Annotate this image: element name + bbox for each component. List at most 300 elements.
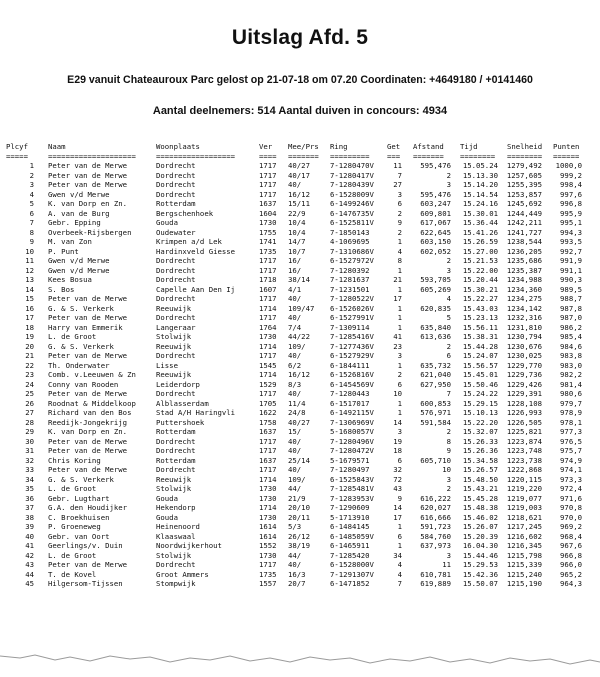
distance-cell: 637,973 <box>420 541 451 550</box>
distance-cell: 635,732 <box>420 360 451 370</box>
torn-page-edge <box>0 652 600 677</box>
distance-cell: 616,666 <box>420 512 451 522</box>
points-cell: 993,5 <box>560 237 582 246</box>
table-row <box>0 351 600 361</box>
speed-cell: 1253,857 <box>506 189 542 199</box>
place-cell: 7 <box>29 218 34 227</box>
name-cell: Geerlings/v. Duin <box>48 541 123 550</box>
club-cell: 1730 <box>259 550 277 560</box>
underline-cell: ====== <box>553 151 580 161</box>
table-row <box>0 294 600 304</box>
speed-cell: 1228,108 <box>506 398 542 408</box>
table-row <box>0 199 600 209</box>
points-cell: 967,6 <box>560 541 582 550</box>
distance-cell: 2 <box>446 484 451 493</box>
speed-cell: 1241,727 <box>506 227 542 237</box>
underline-cell: ========= <box>330 151 370 161</box>
time-cell: 15.26.07 <box>462 522 498 531</box>
entries-cell: 24/8 <box>288 408 306 417</box>
club-cell: 1545 <box>259 360 277 370</box>
speed-cell: 1229,770 <box>506 360 542 370</box>
points-cell: 974,1 <box>560 465 582 474</box>
marked-cell: 9 <box>397 218 402 227</box>
name-cell: Peter van de Merwe <box>48 389 128 398</box>
underline-cell: ======= <box>413 151 444 161</box>
name-cell: S. Bos <box>48 284 75 294</box>
entries-cell: 44/ <box>288 550 302 560</box>
speed-cell: 1215,240 <box>506 569 542 579</box>
name-cell: G.A. den Houdijker <box>48 503 128 512</box>
marked-cell: 18 <box>393 446 402 455</box>
city-cell: Lisse <box>156 360 178 370</box>
city-cell: Gouda <box>156 512 178 522</box>
table-row <box>0 418 600 428</box>
time-cell: 15.05.24 <box>462 161 498 170</box>
name-cell: Harry van Emmerik <box>48 322 123 332</box>
place-cell: 1 <box>29 161 34 170</box>
entries-cell: 20/11 <box>288 512 310 522</box>
table-row <box>0 560 600 570</box>
place-cell: 16 <box>25 303 34 313</box>
header-cell: Snelheid <box>507 142 543 151</box>
points-cell: 981,4 <box>560 379 582 389</box>
place-cell: 9 <box>29 237 34 246</box>
city-cell: Stolwijk <box>156 332 192 341</box>
distance-cell: 620,027 <box>420 503 451 512</box>
points-cell: 984,6 <box>560 341 582 351</box>
entries-cell: 14/7 <box>288 237 306 246</box>
city-cell: Dordrecht <box>156 275 196 284</box>
distance-cell: 2 <box>446 170 451 180</box>
marked-cell: 17 <box>393 512 402 522</box>
entries-cell: 6/2 <box>288 360 302 370</box>
table-row <box>0 551 600 561</box>
entries-cell: 16/12 <box>288 370 310 379</box>
time-cell: 15.45.01 <box>462 370 498 379</box>
city-cell: Hekendorp <box>156 503 196 512</box>
ring-cell: 5-1679571 <box>330 455 370 465</box>
distance-cell: 3 <box>446 265 451 275</box>
table-row <box>0 237 600 247</box>
participant-stats: Aantal deelnemers: 514 Aantal duiven in concours: 4934 <box>152 105 448 117</box>
distance-cell: 616,222 <box>420 493 451 503</box>
ring-cell: 7-1277436V <box>330 341 374 351</box>
name-cell: L. de Groot <box>48 550 97 560</box>
time-cell: 15.34.58 <box>462 455 498 465</box>
name-cell: Peter van de Merwe <box>48 436 128 446</box>
city-cell: Dordrecht <box>156 465 196 474</box>
distance-cell: 595,476 <box>420 189 451 199</box>
ring-cell: 7-1291307V <box>330 569 374 579</box>
speed-cell: 1229,736 <box>506 370 542 379</box>
distance-cell: 595,476 <box>420 161 451 170</box>
name-cell: Peter van de Merwe <box>48 465 128 474</box>
marked-cell: 1 <box>397 360 402 370</box>
table-row <box>0 399 600 409</box>
distance-cell: 3 <box>446 180 451 189</box>
ring-cell: 6-1471852 <box>330 579 370 588</box>
points-cell: 978,1 <box>560 417 582 427</box>
entries-cell: 40/ <box>288 465 302 474</box>
club-cell: 1730 <box>259 493 277 503</box>
city-cell: Klaaswaal <box>156 531 196 541</box>
place-cell: 30 <box>25 436 34 446</box>
speed-cell: 1216,602 <box>506 531 542 541</box>
speed-cell: 1245,692 <box>506 199 542 208</box>
name-cell: Peter van de Merwe <box>48 161 128 170</box>
place-cell: 37 <box>25 503 34 512</box>
underline-cell: ======= <box>288 151 319 161</box>
table-row <box>0 218 600 228</box>
time-cell: 15.14.54 <box>462 189 498 199</box>
club-cell: 1622 <box>259 408 277 417</box>
club-cell: 1714 <box>259 503 277 512</box>
table-row <box>0 180 600 190</box>
entries-cell: 10/4 <box>288 218 306 227</box>
underline-cell: ===== <box>6 151 28 161</box>
place-cell: 18 <box>25 322 34 332</box>
ring-cell: 7-1281637 <box>330 275 370 284</box>
underline-cell: ======== <box>507 151 543 161</box>
name-cell: Gwen v/d Merwe <box>48 265 110 275</box>
ring-cell: 7-1280439V <box>330 180 374 189</box>
points-cell: 970,0 <box>560 512 582 522</box>
city-cell: Langeraar <box>156 322 196 332</box>
name-cell: Gebr. Epping <box>48 218 101 227</box>
ring-cell: 6-1527972V <box>330 256 374 265</box>
name-cell: Peter van de Merwe <box>48 313 128 322</box>
points-cell: 983,0 <box>560 360 582 370</box>
club-cell: 1717 <box>259 313 277 322</box>
marked-cell: 27 <box>393 180 402 189</box>
entries-cell: 16/ <box>288 265 302 275</box>
club-cell: 1717 <box>259 180 277 189</box>
place-cell: 32 <box>25 455 34 465</box>
ring-cell: 7-1280522V <box>330 294 374 303</box>
points-cell: 966,0 <box>560 560 582 569</box>
header-cell: Naam <box>48 142 66 151</box>
place-cell: 41 <box>25 541 34 550</box>
points-cell: 998,4 <box>560 180 582 189</box>
table-row <box>0 209 600 219</box>
speed-cell: 1234,142 <box>506 303 542 313</box>
marked-cell: 7 <box>397 170 402 180</box>
place-cell: 34 <box>25 474 34 484</box>
ring-cell: 7-1306969V <box>330 417 374 427</box>
place-cell: 21 <box>25 351 34 360</box>
ring-cell: 7-1285481V <box>330 484 374 493</box>
distance-cell: 2 <box>446 256 451 265</box>
entries-cell: 7/4 <box>288 322 302 332</box>
marked-cell: 1 <box>397 265 402 275</box>
speed-cell: 1229,391 <box>506 389 542 398</box>
place-cell: 26 <box>25 398 34 408</box>
distance-cell: 11 <box>442 560 451 569</box>
distance-cell: 613,636 <box>420 332 451 341</box>
club-cell: 1717 <box>259 170 277 180</box>
speed-cell: 1219,003 <box>506 503 542 512</box>
ring-cell: 7-1231501 <box>330 284 370 294</box>
distance-cell: 605,710 <box>420 455 451 465</box>
entries-cell: 109/ <box>288 474 306 484</box>
time-cell: 15.30.21 <box>462 284 498 294</box>
entries-cell: 8/3 <box>288 379 302 389</box>
club-cell: 1614 <box>259 531 277 541</box>
name-cell: Comb. v.Leeuwen & Zn <box>48 370 136 379</box>
time-cell: 15.23.13 <box>462 313 498 322</box>
club-cell: 1758 <box>259 417 277 427</box>
place-cell: 10 <box>25 246 34 256</box>
speed-cell: 1226,993 <box>506 408 542 417</box>
city-cell: Gouda <box>156 218 178 227</box>
table-row <box>0 465 600 475</box>
name-cell: K. van Dorp en Zn. <box>48 427 128 436</box>
club-cell: 1730 <box>259 484 277 493</box>
club-cell: 1705 <box>259 398 277 408</box>
entries-cell: 11/4 <box>288 398 306 408</box>
distance-cell: 603,247 <box>420 199 451 208</box>
ring-cell: 6-1485059V <box>330 531 374 541</box>
time-cell: 15.48.50 <box>462 474 498 484</box>
speed-cell: 1226,505 <box>506 417 542 427</box>
time-cell: 15.44.28 <box>462 341 498 351</box>
name-cell: Reedijk-Jongekrijg <box>48 417 128 427</box>
name-cell: K. van Dorp en Zn. <box>48 199 128 208</box>
city-cell: Dordrecht <box>156 446 196 455</box>
marked-cell: 1 <box>397 398 402 408</box>
ring-cell: 6-1499246V <box>330 199 374 208</box>
time-cell: 15.46.02 <box>462 512 498 522</box>
points-cell: 991,1 <box>560 265 582 275</box>
entries-cell: 40/ <box>288 180 302 189</box>
place-cell: 12 <box>25 265 34 275</box>
speed-cell: 1225,821 <box>506 427 542 436</box>
table-row <box>0 579 600 589</box>
city-cell: Stolwijk <box>156 484 192 493</box>
points-cell: 991,9 <box>560 256 582 265</box>
distance-cell: 619,889 <box>420 579 451 588</box>
points-cell: 971,6 <box>560 493 582 503</box>
entries-cell: 38/19 <box>288 541 310 550</box>
ring-cell: 6-1526816V <box>330 370 374 379</box>
club-cell: 1714 <box>259 341 277 351</box>
table-row <box>0 427 600 437</box>
entries-cell: 15/ <box>288 427 302 436</box>
underline-cell: ==== <box>259 151 277 161</box>
place-cell: 31 <box>25 446 34 455</box>
speed-cell: 1231,810 <box>506 322 542 332</box>
city-cell: Reeuwijk <box>156 474 192 484</box>
name-cell: Hilgersom-Tijssen <box>48 579 123 588</box>
place-cell: 35 <box>25 484 34 493</box>
speed-cell: 1217,245 <box>506 522 542 531</box>
ring-cell: 6-1484145 <box>330 522 370 531</box>
table-row <box>0 171 600 181</box>
points-cell: 983,8 <box>560 351 582 360</box>
club-cell: 1755 <box>259 227 277 237</box>
name-cell: Roodnat & Middelkoop <box>48 398 136 408</box>
ring-cell: 7-1280392 <box>330 265 370 275</box>
club-cell: 1717 <box>259 265 277 275</box>
points-cell: 1000,0 <box>555 161 582 170</box>
time-cell: 15.29.15 <box>462 398 498 408</box>
entries-cell: 10/7 <box>288 246 306 256</box>
header-cell: Ver <box>259 142 273 151</box>
marked-cell: 7 <box>397 579 402 588</box>
distance-cell: 6 <box>446 351 451 360</box>
table-row <box>0 342 600 352</box>
marked-cell: 14 <box>393 417 402 427</box>
marked-cell: 21 <box>393 275 402 284</box>
place-cell: 33 <box>25 465 34 474</box>
city-cell: Stolwijk <box>156 550 192 560</box>
speed-cell: 1244,449 <box>506 208 542 218</box>
points-cell: 980,6 <box>560 389 582 398</box>
marked-cell: 1 <box>397 313 402 322</box>
name-cell: P. Groeneweg <box>48 522 101 531</box>
table-row <box>0 332 600 342</box>
name-cell: Gebr. Lugthart <box>48 493 110 503</box>
city-cell: Hardinxveld Giesse <box>156 246 236 256</box>
club-cell: 1552 <box>259 541 277 550</box>
points-cell: 970,8 <box>560 503 582 512</box>
place-cell: 2 <box>29 170 34 180</box>
club-cell: 1714 <box>259 474 277 484</box>
city-cell: Dordrecht <box>156 389 196 398</box>
time-cell: 15.45.28 <box>462 493 498 503</box>
entries-cell: 44/ <box>288 484 302 493</box>
table-row <box>0 323 600 333</box>
speed-cell: 1229,426 <box>506 379 542 389</box>
place-cell: 44 <box>25 569 34 579</box>
entries-cell: 109/ <box>288 341 306 351</box>
entries-cell: 16/3 <box>288 569 306 579</box>
table-row <box>0 313 600 323</box>
ring-cell: 7-1280443 <box>330 389 370 398</box>
time-cell: 15.43.03 <box>462 303 498 313</box>
city-cell: Rotterdam <box>156 455 196 465</box>
name-cell: Gebr. van Oort <box>48 531 110 541</box>
ring-cell: 7-1280417V <box>330 170 374 180</box>
points-cell: 992,7 <box>560 246 582 256</box>
club-cell: 1717 <box>259 256 277 265</box>
club-cell: 1529 <box>259 379 277 389</box>
club-cell: 1717 <box>259 436 277 446</box>
club-cell: 1730 <box>259 218 277 227</box>
ring-cell: 6-1492115V <box>330 408 374 417</box>
points-cell: 966,8 <box>560 550 582 560</box>
place-cell: 39 <box>25 522 34 531</box>
speed-cell: 1235,387 <box>506 265 542 275</box>
marked-cell: 41 <box>393 332 402 341</box>
table-row <box>0 275 600 285</box>
entries-cell: 40/ <box>288 351 302 360</box>
points-cell: 988,7 <box>560 294 582 303</box>
points-cell: 976,5 <box>560 436 582 446</box>
place-cell: 24 <box>25 379 34 389</box>
time-cell: 15.26.57 <box>462 465 498 474</box>
name-cell: Peter van de Merwe <box>48 560 128 569</box>
distance-cell: 584,760 <box>420 531 451 541</box>
table-body <box>0 161 600 589</box>
place-cell: 45 <box>25 579 34 588</box>
city-cell: Dordrecht <box>156 170 196 180</box>
race-info: E29 vanuit Chateauroux Parc gelost op 21-07-18 om 07.20 Coordinaten: +4649180 / +0141460 <box>67 74 533 86</box>
marked-cell: 1 <box>397 237 402 246</box>
ring-cell: 7-1309114 <box>330 322 370 332</box>
points-cell: 965,2 <box>560 569 582 579</box>
table-row <box>0 304 600 314</box>
name-cell: M. van Zon <box>48 237 92 246</box>
speed-cell: 1230,794 <box>506 332 542 341</box>
name-cell: P. Punt <box>48 246 79 256</box>
marked-cell: 6 <box>397 455 402 465</box>
header-cell: Plcyf <box>6 142 28 151</box>
marked-cell: 3 <box>397 189 402 199</box>
place-cell: 28 <box>25 417 34 427</box>
ring-cell: 6-1526026V <box>330 303 374 313</box>
city-cell: Reeuwijk <box>156 370 192 379</box>
ring-cell: 6-1525843V <box>330 474 374 484</box>
points-cell: 987,0 <box>560 313 582 322</box>
points-cell: 978,9 <box>560 408 582 417</box>
distance-cell: 576,971 <box>420 408 451 417</box>
table-row <box>0 522 600 532</box>
marked-cell: 6 <box>397 199 402 208</box>
time-cell: 15.26.33 <box>462 436 498 446</box>
distance-cell: 617,067 <box>420 218 451 227</box>
time-cell: 15.13.30 <box>462 170 498 180</box>
city-cell: Capelle Aan Den Ij <box>156 284 236 294</box>
time-cell: 15.24.16 <box>462 199 498 208</box>
underline-cell: ================== <box>156 151 236 161</box>
table-row <box>0 513 600 523</box>
points-cell: 996,8 <box>560 199 582 208</box>
entries-cell: 40/ <box>288 560 302 569</box>
place-cell: 36 <box>25 493 34 503</box>
points-cell: 995,9 <box>560 208 582 218</box>
marked-cell: 6 <box>397 379 402 389</box>
marked-cell: 43 <box>393 484 402 493</box>
city-cell: Heinenoord <box>156 522 200 531</box>
speed-cell: 1219,220 <box>506 484 542 493</box>
points-cell: 986,2 <box>560 322 582 332</box>
entries-cell: 40/ <box>288 436 302 446</box>
speed-cell: 1223,748 <box>506 446 542 455</box>
distance-cell: 603,150 <box>420 237 451 246</box>
time-cell: 15.50.46 <box>462 379 498 389</box>
points-cell: 999,2 <box>560 170 582 180</box>
place-cell: 42 <box>25 550 34 560</box>
time-cell: 15.30.01 <box>462 208 498 218</box>
city-cell: Groot Ammers <box>156 569 209 579</box>
marked-cell: 6 <box>397 531 402 541</box>
place-cell: 15 <box>25 294 34 303</box>
place-cell: 22 <box>25 360 34 370</box>
entries-cell: 40/27 <box>288 161 310 170</box>
city-cell: Dordrecht <box>156 560 196 569</box>
entries-cell: 4/1 <box>288 284 302 294</box>
time-cell: 15.22.27 <box>462 294 498 303</box>
speed-cell: 1234,988 <box>506 275 542 284</box>
speed-cell: 1279,492 <box>506 161 542 170</box>
time-cell: 15.22.00 <box>462 265 498 275</box>
points-cell: 979,7 <box>560 398 582 408</box>
entries-cell: 26/12 <box>288 531 310 541</box>
entries-cell: 40/17 <box>288 170 310 180</box>
table-row <box>0 408 600 418</box>
entries-cell: 20/10 <box>288 503 310 512</box>
